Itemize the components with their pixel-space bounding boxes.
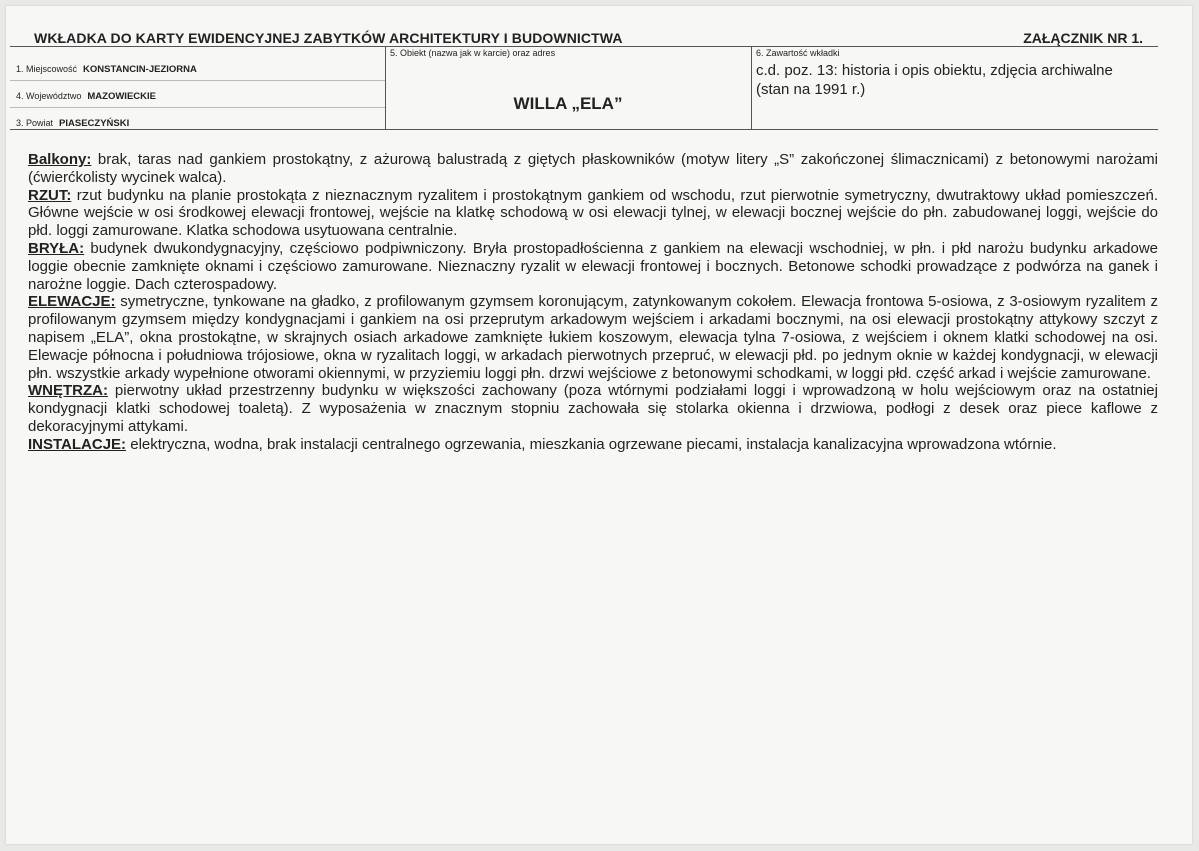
section-text: budynek dwukondygnacyjny, częściowo podpiwniczony. Bryła prostopadłościenna z gankiem na elewacji wschodniej, w płn. i płd narożu budynku arkadowe loggie obecnie zamknięte oknami i częściowo zamurowane. Nieznaczny ryzalit w elewacji frontowej i bocznych. Betonowe schodki prowadzące z podwórza na ganek i narożne loggie. Dach czterospadowy. bbox=[28, 239, 1158, 293]
locality-label: 1. Miejscowość bbox=[16, 64, 78, 74]
section-text: pierwotny układ przestrzenny budynku w większości zachowany (poza wtórnymi podziałami loggi i wprowadzoną w holu wejściowym oraz na ostatniej kondygnacji klatki schodowej toaletą). Z wyposażenia w znacznym stopniu zachowała się stolarka okienna i drzwiowa, podłogi z desek oraz piece kaflowe z dekoracyjnymi attykami. bbox=[28, 382, 1158, 435]
header-bottom-rule bbox=[10, 129, 1158, 130]
locality-value: KONSTANCIN-JEZIORNA bbox=[83, 64, 197, 75]
section-massing bbox=[28, 240, 1158, 293]
section-heading: ELEWACJE: bbox=[28, 293, 116, 311]
county-value: PIASECZYŃSKI bbox=[59, 118, 130, 129]
section-elevations bbox=[28, 293, 1158, 382]
section-heading: BRYŁA: bbox=[28, 239, 85, 257]
voivodeship-label: 4. Województwo bbox=[16, 91, 82, 101]
section-interiors bbox=[28, 382, 1158, 435]
field-separator bbox=[10, 80, 385, 81]
column-divider-2 bbox=[751, 46, 752, 130]
section-heading: INSTALACJE: bbox=[28, 435, 127, 453]
county-label: 3. Powiat bbox=[16, 118, 54, 128]
section-text: symetryczne, tynkowane na gładko, z profilowanym gzymsem koronującym, zatynkowanym cokołem. Elewacja frontowa 5-osiowa, z 3-osiowym ryzalitem z profilowanym gzymsem między kondygnacjami i gankiem na osi przeprutym arkadowym wejściem i arkadami bocznymi, na osi elewacji prostokątny attykowy szczyt z napisem „ELA”, okna prostokątne, w skrajnych osiach arkadowe zamknięte łukiem koszowym, elewacja tylna 7-osiowa, z wejściem i oknem klatki schodowej na osi. Elewacje północna i południowa trójosiowe, okna w ryzalitach loggi, w arkadach pierwotnych przepruć, w elewacji płd. po jednym oknie w każdej kondygnacji, w elewacji płn. wszystkie arkady wypełnione otworami okiennymi, w przyziemiu loggi płn. drzwi wejściowe z betonowymi schodkami, w loggi płd. część arkad i wejście zamurowane. bbox=[28, 293, 1158, 382]
description-body bbox=[28, 151, 1158, 454]
annex-number: ZAŁĄCZNIK NR 1. bbox=[1023, 30, 1143, 46]
section-heading: WNĘTRZA: bbox=[28, 382, 108, 400]
section-balconies bbox=[28, 151, 1158, 187]
object-name: WILLA „ELA” bbox=[513, 94, 623, 113]
section-text: elektryczna, wodna, brak instalacji centralnego ogrzewania, mieszkania ogrzewane piecami, instalacja kanalizacyjna wprowadzona wtórnie. bbox=[126, 435, 1057, 453]
column-divider-1 bbox=[385, 46, 386, 130]
document-title: WKŁADKA DO KARTY EWIDENCYJNEJ ZABYTKÓW ARCHITEKTURY I BUDOWNICTWA bbox=[34, 30, 623, 46]
document-header bbox=[34, 30, 1158, 50]
object-label: 5. Obiekt (nazwa jak w karcie) oraz adres bbox=[390, 48, 556, 58]
content-value: c.d. poz. 13: historia i opis obiektu, zdjęcia archiwalne (stan na 1991 r.) bbox=[756, 62, 1113, 98]
field-separator bbox=[10, 107, 385, 108]
header-top-rule bbox=[10, 46, 1158, 47]
voivodeship-field bbox=[16, 91, 156, 102]
section-heading: Balkony: bbox=[28, 151, 92, 168]
county-field bbox=[16, 118, 129, 129]
voivodeship-value: MAZOWIECKIE bbox=[87, 91, 156, 102]
section-text: rzut budynku na planie prostokąta z nieznacznym ryzalitem i prostokątnym gankiem od wschodu, rzut pierwotnie symetryczny, dwutraktowy układ pomieszczeń. Główne wejście w osi środkowej elewacji frontowej, wejście na klatkę schodową w osi elewacji tylnej, w elewacji bocznej wejście do płn. zabudowanej loggi, wejście do płd. loggi zamurowane. Klatka schodowa usytuowana centralnie. bbox=[28, 186, 1158, 240]
content-label: 6. Zawartość wkładki bbox=[756, 48, 840, 58]
section-heading: RZUT: bbox=[28, 186, 72, 204]
section-installations bbox=[28, 436, 1158, 454]
section-text: brak, taras nad gankiem prostokątny, z ażurową balustradą z giętych płaskowników (motyw litery „S” zakończonej ślimacznicami) z betonowymi narożami (ćwierćkolisty wycinek walca). bbox=[28, 151, 1158, 186]
section-plan bbox=[28, 187, 1158, 240]
locality-field bbox=[16, 64, 197, 75]
